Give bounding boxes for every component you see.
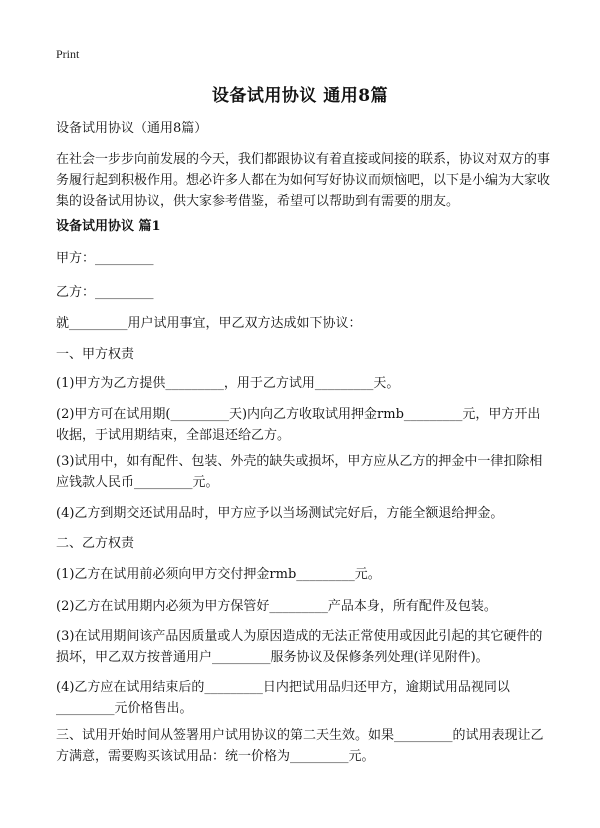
party-a-line: 甲方：_________ [56,251,154,266]
rights-a-heading: 一、甲方权责 [56,347,135,362]
section-title: 设备试用协议 篇1 [56,219,161,234]
clause-b4: (4)乙方应在试用结束后的_________日内把试用品归还甲方，逾期试用品视同以_________元价格售出。 [56,680,510,716]
clause-a1: (1)甲方为乙方提供_________，用于乙方试用_________天。 [56,376,400,391]
clause-a4: (4)乙方到期交还试用品时，甲方应予以当场测试完好后，方能全额退给押金。 [56,506,504,521]
intro-paragraph: 在社会一步步向前发展的今天，我们都跟协议有着直接或间接的联系，协议对双方的事务履行起到积极作用。想必许多人都在为如何写好协议而烦恼吧，以下是小编为大家收集的设备试用协议，供大家参考借鉴，希望可以帮助到有需要的朋友。 [56,152,551,209]
clause-b1: (1)乙方在试用前必须向甲方交付押金rmb_________元。 [56,567,381,582]
clause-b2: (2)乙方在试用期内必须为甲方保管好_________产品本身，所有配件及包装。 [56,599,497,614]
agreement-line: 就_________用户试用事宜，甲乙双方达成如下协议： [56,316,362,331]
print-label: Print [56,47,80,61]
document-subtitle: 设备试用协议（通用8篇） [56,121,208,136]
document-title: 设备试用协议 通用8篇 [211,86,389,106]
party-b-line: 乙方：_________ [56,285,154,300]
clause-a2: (2)甲方可在试用期(_________天)内向乙方收取试用押金rmb_________元，甲方开出收据，于试用期结束，全部退还给乙方。 [56,407,541,443]
clause-a3: (3)试用中，如有配件、包装、外壳的缺失或损坏，甲方应从乙方的押金中一律扣除相应钱款人民币_________元。 [56,454,543,490]
clause-3: 三、试用开始时间从签署用户试用协议的第二天生效。如果_________的试用表现让乙方满意，需要购买该试用品：统一价格为_________元。 [56,728,544,764]
clause-b3: (3)在试用期间该产品因质量或人为原因造成的无法正常使用或因此引起的其它硬件的损坏，甲乙双方按普通用户_________服务协议及保修条列处理(详见附件)。 [56,629,543,665]
rights-b-heading: 二、乙方权责 [56,536,135,551]
